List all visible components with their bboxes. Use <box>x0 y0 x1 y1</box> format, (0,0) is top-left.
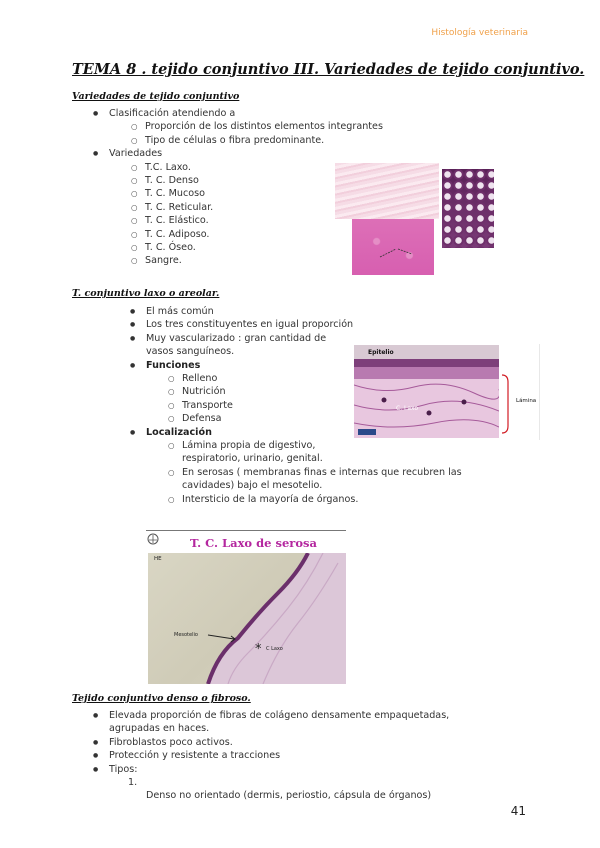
numbered-item: Denso no orientado (dermis, periostio, cápsula de órganos) <box>146 790 432 802</box>
list-item: ○ Intersticio de la mayoría de órganos. <box>182 493 512 506</box>
tissue-fibers-icon <box>354 345 499 438</box>
divider <box>539 344 540 440</box>
serosa-tissue-icon <box>148 553 346 684</box>
list-item: ● Muy vascularizado : gran cantidad de <box>146 332 376 345</box>
list-item: ○ Sangre. <box>145 254 439 267</box>
list-item-continuation: cavidades) bajo el mesotelio. <box>182 480 323 492</box>
list-item: ○ Relleno <box>182 372 376 385</box>
arrow-annotations-icon <box>352 219 434 275</box>
section-heading-denso: Tejido conjuntivo denso o fibroso. <box>72 693 251 704</box>
list-item: ● Variedades <box>109 147 439 160</box>
epitelio-label: Epitelio <box>368 349 394 356</box>
list-item: ● Elevada proporción de fibras de colágeno densamente empaquetadas, <box>109 709 529 722</box>
section-heading-variedades: Variedades de tejido conjuntivo <box>72 91 240 102</box>
elastic-tissue-micrograph <box>352 219 434 275</box>
list-item-continuation: agrupadas en haces. <box>109 723 210 735</box>
university-seal-icon <box>146 533 160 545</box>
list-item: ○ T. C. Reticular. <box>145 201 439 214</box>
figure-title-rule <box>146 530 346 531</box>
list-item: ● Fibroblastos poco activos. <box>109 736 529 749</box>
list-item: ● Protección y resistente a tracciones <box>109 749 529 762</box>
list-item: ● El más común <box>146 305 376 318</box>
list-item: ○ Transporte <box>182 399 376 412</box>
cartilage-micrograph <box>442 169 494 248</box>
laxo-list-cont <box>182 466 512 506</box>
laxo-list <box>146 305 376 466</box>
list-item: ○ T. C. Elástico. <box>145 214 439 227</box>
list-item: ● Clasificación atendiendo a <box>109 107 439 120</box>
list-item: ○ T. C. Mucoso <box>145 187 439 200</box>
list-item: ○ Proporción de los distintos elementos integrantes <box>145 120 439 133</box>
list-item: ○ T.C. Laxo. <box>145 161 439 174</box>
list-item: ● Los tres constituyentes en igual proporción <box>146 318 376 331</box>
section-heading-laxo: T. conjuntivo laxo o areolar. <box>72 288 220 299</box>
list-item: ○ En serosas ( membranas finas e internas que recubren las <box>182 466 512 479</box>
list-item: ○ Lámina propia de digestivo, <box>182 439 376 452</box>
list-item: ○ Nutrición <box>182 385 376 398</box>
list-item: ○ T. C. Adiposo. <box>145 228 439 241</box>
c-laxo-label: C Laxo <box>266 646 283 652</box>
serosa-micrograph <box>148 553 346 684</box>
epithelium-micrograph <box>354 345 499 438</box>
tc-laxo-label: C. Laxo <box>396 405 419 412</box>
list-item: ○ T. C. Óseo. <box>145 241 439 254</box>
list-item: ○ Tipo de células o fibra predominante. <box>145 134 439 147</box>
denso-list <box>109 709 529 776</box>
list-item: ● Tipos: <box>109 763 529 776</box>
page-title: TEMA 8 . tejido conjuntivo III. Variedades de tejido conjuntivo. <box>72 61 585 78</box>
list-item-continuation: vasos sanguíneos. <box>146 346 235 358</box>
running-header: Histología veterinaria <box>431 28 528 38</box>
dense-tissue-micrograph <box>335 163 439 219</box>
list-item: ○ T. C. Denso <box>145 174 439 187</box>
list-item: ● Funciones <box>146 359 376 372</box>
lamina-label: Lámina <box>516 398 537 404</box>
star-marker: * <box>255 642 262 657</box>
serosa-figure-title: T. C. Laxo de serosa <box>190 536 317 550</box>
page-number: 41 <box>510 804 526 818</box>
mesotelio-label: Mesotelio <box>174 632 198 638</box>
lamina-propia-label <box>516 398 536 405</box>
stain-label: HE <box>154 556 162 562</box>
list-item: ○ Defensa <box>182 412 376 425</box>
numbered-item-marker: 1. <box>128 777 138 788</box>
lamina-propia-bracket-icon <box>500 374 514 434</box>
list-item: ● Localización <box>146 426 376 439</box>
list-item-continuation: respiratorio, urinario, genital. <box>182 453 323 465</box>
